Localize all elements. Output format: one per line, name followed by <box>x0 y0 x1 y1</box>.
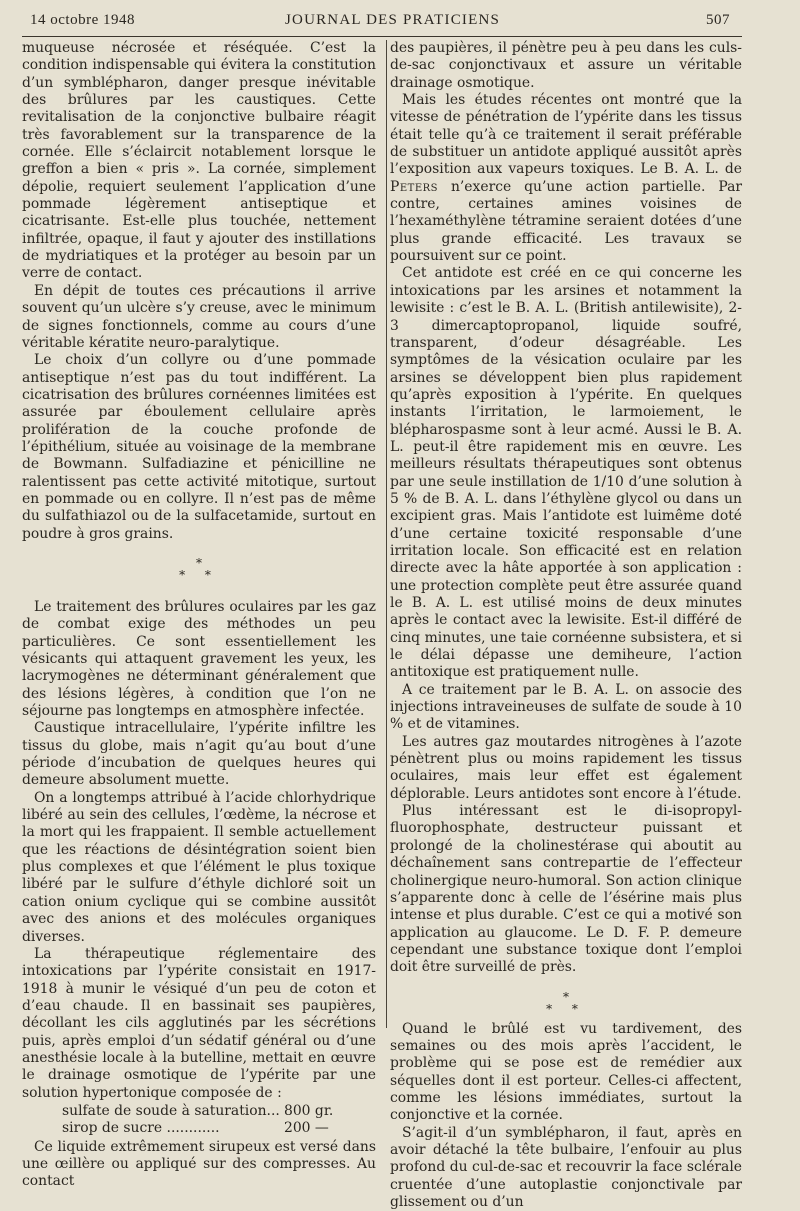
section-break <box>390 977 742 1021</box>
formula-ingredient: sulfate de soude à saturation... <box>62 1102 280 1119</box>
section-break <box>22 543 376 599</box>
paragraph: Plus intéressant est le di-isopropyl-fluorophosphate, destructeur puissant et prolongé de la cholinestérase qui aboutit au déchaînement sans contrepartie de l’effecteur cholinergique neuro-humoral. Son action clinique s’apparente donc à celle de l’ésérine mais plus intense et plus durable. C’est ce qui a motivé son application au glaucome. Le D. F. P. demeure cependant une substance toxique dont l’emploi doit être surveillé de près. <box>390 803 742 976</box>
paragraph: Cet antidote est créé en ce qui concerne les intoxications par les arsines et notamment la lewisite : c’est le B. A. L. (British antilewisite), 2-3 dimercaptopropanol, liquide soufré, transparent, d’odeur désagréable. Les symptômes de la vésication oculaire par les arsines se développent bien plus rapidement qu’après exposition à l’ypérite. En quelques instants l’irritation, le larmoiement, le blépharospasme sont à leur acmé. Aussi le B. A. L. peut-il être rapidement mis en œuvre. Les meilleurs résultats thérapeutiques sont obtenus par une seule instillation de 1/10 d’une solution à 5 % de B. A. L. dans l’éthylène glycol ou dans un excipient gras. Mais l’antidote est luimême doté d’une certaine toxicité responsable d’une irritation locale. Son efficacité est en relation directe avec la hâte apportée à son application : une protection complète peut être assurée quand le B. A. L. est utilisé moins de deux minutes après le contact avec la lewisite. Est-il différé de cinq minutes, une taie cornéenne subsistera, et si le délai dépasse une demiheure, l’action antitoxique est pratiquement nulle. <box>390 265 742 681</box>
formula-row <box>62 1103 376 1120</box>
paragraph: Les autres gaz moutardes nitrogènes à l’azote pénètrent plus ou moins rapidement les tissus oculaires, mais leur effet est également déplorable. Leurs antidotes sont encore à l’étude. <box>390 733 742 802</box>
paragraph: S’agit-il d’un symblépharon, il faut, après en avoir détaché la tête bulbaire, l’enfouir au plus profond du cul-de-sac et recouvrir la face sclérale cruentée d’une autoplastie conjonctivale par glissement ou d’un <box>390 1124 742 1210</box>
paragraph: muqueuse nécrosée et réséquée. C’est la condition indispensable qui évitera la constitution d’un symblépharon, danger presque inévitable des brûlures par les caustiques. Cette revitalisation de la conjonctive bulbaire réagit très favorablement sur la transparence de la cornée. Elle s’éclaircit notablement lorsque le greffon a bien « pris ». La cornée, simplement dépolie, requiert seulement l’application d’une pommade légèrement antiseptique et cicatrisante. Est-elle plus touchée, nettement infiltrée, opaque, il faut y ajouter des instillations de mydriatiques et la protéger au besoin par un verre de contact. <box>22 40 376 282</box>
formula-quantity: 200 — <box>284 1120 329 1137</box>
column-divider <box>386 40 387 1028</box>
formula-ingredient: sirop de sucre ............ <box>62 1120 220 1137</box>
asterism-bottom: * * <box>546 1001 586 1016</box>
page-header <box>30 12 730 34</box>
formula-row <box>62 1120 376 1137</box>
paragraph <box>390 92 742 265</box>
asterism-top: * <box>196 555 202 570</box>
paragraph: A ce traitement par le B. A. L. on associe des injections intraveineuses de sulfate de soude à 10 % et de vitamines. <box>390 681 742 733</box>
paragraph: La thérapeutique réglementaire des intoxications par l’ypérite consistait en 1917-1918 à munir le vésiqué d’un peu de coton et d’eau chaude. Il en bassinait ses paupières, décollant les cils agglutinés par les sécrétions puis, après emploi d’un sédatif général ou d’une anesthésie locale à la butelline, mettait en œuvre le drainage osmotique de l’ypérite par une solution hypertonique composée de : <box>22 945 376 1101</box>
right-column <box>390 40 742 1211</box>
issue-date: 14 octobre 1948 <box>30 12 135 28</box>
page-number: 507 <box>706 12 730 28</box>
paragraph: Ce liquide extrêmement sirupeux est versé dans une œillère ou appliqué sur des compresses. Au contact <box>22 1138 376 1190</box>
paragraph: des paupières, il pénètre peu à peu dans les culs-de-sac conjonctivaux et assure un véritable drainage osmotique. <box>390 40 742 91</box>
author-name: Peters <box>390 178 438 195</box>
paragraph-text: n’exerce qu’une action partielle. Par contre, certaines amines voisines de l’hexaméthylène tétramine seraient dotées d’une plus grande efficacité. Les travaux se poursuivent sur ce point. <box>390 178 742 265</box>
paragraph: On a longtemps attribué à l’acide chlorhydrique libéré au sein des cellules, l’œdème, la nécrose et la mort qui les frappaient. Il semble actuellement que les réactions de désintégration soient bien plus complexes et que l’élément le plus toxique libéré par le sulfure d’éthyle dichloré soit un cation onium cyclique qui se combine aussitôt avec des anions et des molécules organiques diverses. <box>22 789 376 945</box>
asterism-bottom: * * <box>179 567 219 582</box>
paragraph: Le traitement des brûlures oculaires par les gaz de combat exige des méthodes un peu particulières. Ce sont essentiellement les vésicants qui attaquent gravement les yeux, les lacrymogènes ne déterminant généralement que des lésions légères, à condition que l’on ne séjourne pas longtemps en atmosphère infectée. <box>22 598 376 720</box>
paragraph: Le choix d’un collyre ou d’une pommade antiseptique n’est pas du tout indifférent. La cicatrisation des brûlures cornéennes limitées est assurée par éboulement cellulaire après prolifération de la couche profonde de l’épithélium, située au voisinage de la membrane de Bowmann. Sulfadiazine et pénicilline ne ralentissent pas cette activité mitotique, surtout en pommade ou en collyre. Il n’est pas de même du sulfathiazol ou de la sulfacetamide, surtout en poudre à gros grains. <box>22 352 376 542</box>
paragraph: Quand le brûlé est vu tardivement, des semaines ou des mois après l’accident, le problème qui se pose est de remédier aux séquelles dont il est porteur. Celles-ci affectent, comme les lésions immédiates, surtout la conjonctive et la cornée. <box>390 1020 742 1124</box>
journal-title: JOURNAL DES PRATICIENS <box>285 12 501 28</box>
asterism-top: * <box>563 989 569 1004</box>
paragraph: En dépit de toutes ces précautions il arrive souvent qu’un ulcère s’y creuse, avec le minimum de signes fonctionnels, comme au cours d’une véritable kératite neuro-paralytique. <box>22 282 376 351</box>
paragraph-text: Mais les études récentes ont montré que la vitesse de pénétration de l’ypérite dans les tissus était telle qu’à ce traitement il serait préférable de substituer un antidote appliqué aussitôt après l’exposition aux vapeurs toxiques. Le B. A. L. de <box>390 92 742 178</box>
formula <box>62 1103 376 1138</box>
paragraph: Caustique intracellulaire, l’ypérite infiltre les tissus du globe, mais n’agit qu’au bout d’une période d’incubation de quelques heures qui demeure absolument muette. <box>22 720 376 789</box>
header-rule <box>22 36 742 37</box>
formula-quantity: 800 gr. <box>284 1102 334 1119</box>
left-column <box>22 40 376 1191</box>
